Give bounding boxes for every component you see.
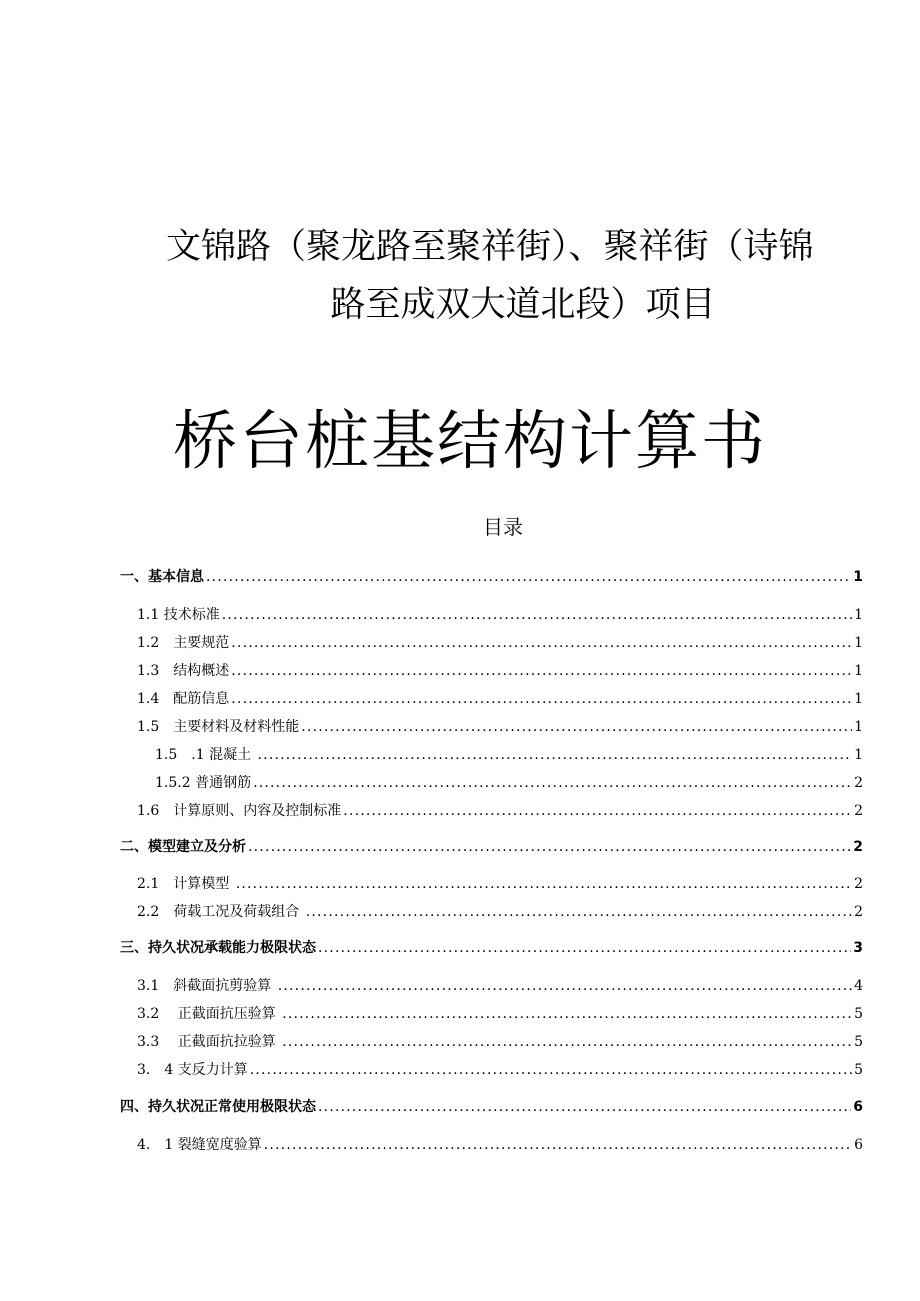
toc-entry-label: 1.6 计算原则、内容及控制标准 xyxy=(137,803,342,819)
toc-entry-page: 2 xyxy=(854,876,863,892)
toc-entry-label: 2.2 荷载工况及荷载组合 xyxy=(137,904,304,920)
toc-entry-label: 1.5.2 普通钢筋 xyxy=(155,775,252,791)
toc-entry[interactable] xyxy=(137,1059,863,1081)
toc-entry[interactable] xyxy=(137,716,863,738)
toc-dot-leader xyxy=(301,716,852,738)
toc-entry[interactable] xyxy=(155,744,863,766)
toc-entry[interactable] xyxy=(137,873,863,895)
toc-dot-leader xyxy=(236,873,852,895)
project-title xyxy=(150,218,860,334)
toc-entry-page: 1 xyxy=(853,569,863,585)
toc-dot-leader xyxy=(231,632,852,654)
toc-entry-label: 四、持久状况正常使用极限状态 xyxy=(120,1099,316,1115)
toc-entry[interactable] xyxy=(137,901,863,923)
toc-entry[interactable] xyxy=(137,1134,863,1156)
toc-entry[interactable] xyxy=(137,1003,863,1025)
toc-entry-page: 1 xyxy=(854,663,863,679)
toc-entry-label: 1.2 主要规范 xyxy=(137,635,230,651)
toc-entry-label: 一、基本信息 xyxy=(120,569,204,585)
toc-dot-leader xyxy=(231,660,852,682)
toc-dot-leader xyxy=(258,744,853,766)
project-title-line-1: 文锦路（聚龙路至聚祥街）、聚祥街（诗锦 xyxy=(166,227,814,267)
project-title-line-2: 路至成双大道北段）项目 xyxy=(330,285,716,325)
toc-entry-page: 1 xyxy=(854,607,863,623)
toc-dot-leader xyxy=(248,836,851,858)
toc-dot-leader xyxy=(231,688,852,710)
toc-dot-leader xyxy=(264,1134,852,1156)
toc-entry-label: 1.1 技术标准 xyxy=(137,607,220,623)
toc-entry-page: 2 xyxy=(854,803,863,819)
toc-entry-label: 3. 4 支反力计算 xyxy=(137,1062,248,1078)
toc-entry-label: 二、模型建立及分析 xyxy=(120,839,246,855)
toc-dot-leader xyxy=(343,800,852,822)
toc-entry[interactable] xyxy=(120,566,863,588)
toc-dot-leader xyxy=(253,772,852,794)
toc-dot-leader xyxy=(222,604,852,626)
toc-entry[interactable] xyxy=(155,772,863,794)
toc-dot-leader xyxy=(282,1031,852,1053)
toc-entry-page: 1 xyxy=(854,635,863,651)
toc-entry[interactable] xyxy=(137,688,863,710)
toc-entry-page: 4 xyxy=(854,978,863,994)
toc-entry-page: 2 xyxy=(854,775,863,791)
toc-entry[interactable] xyxy=(120,937,863,959)
toc-entry-page: 5 xyxy=(854,1034,863,1050)
toc-entry[interactable] xyxy=(137,604,863,626)
toc-entry-label: 3.2 正截面抗压验算 xyxy=(137,1006,281,1022)
toc-dot-leader xyxy=(318,937,851,959)
toc-entry-label: 1.5 主要材料及材料性能 xyxy=(137,719,300,735)
toc-dot-leader xyxy=(306,901,852,923)
toc-entry[interactable] xyxy=(137,975,863,997)
toc-entry[interactable] xyxy=(120,836,863,858)
toc-entry-label: 1.3 结构概述 xyxy=(137,663,230,679)
toc-entry-page: 1 xyxy=(854,719,863,735)
toc-dot-leader xyxy=(206,566,851,588)
toc-entry-label: 1.5 .1 混凝土 xyxy=(155,747,256,763)
toc-entry[interactable] xyxy=(120,1096,863,1118)
document-title: 桥台桩基结构计算书 xyxy=(173,405,767,479)
toc-entry-label: 2.1 计算模型 xyxy=(137,876,234,892)
toc-entry-page: 6 xyxy=(853,1099,863,1115)
toc-entry-label: 4. 1 裂缝宽度验算 xyxy=(137,1137,262,1153)
toc-entry-page: 6 xyxy=(854,1137,863,1153)
toc-entry-label: 1.4 配筋信息 xyxy=(137,691,230,707)
toc-entry-page: 5 xyxy=(854,1062,863,1078)
toc-heading: 目录 xyxy=(483,515,523,539)
toc-entry-page: 2 xyxy=(853,839,863,855)
toc-entry[interactable] xyxy=(137,1031,863,1053)
toc-entry[interactable] xyxy=(137,632,863,654)
toc-entry[interactable] xyxy=(137,800,863,822)
toc-entry-label: 3.1 斜截面抗剪验算 xyxy=(137,978,276,994)
toc-entry-page: 3 xyxy=(853,940,863,956)
toc-dot-leader xyxy=(250,1059,852,1081)
toc-entry-page: 5 xyxy=(854,1006,863,1022)
toc-dot-leader xyxy=(318,1096,851,1118)
toc-entry[interactable] xyxy=(137,660,863,682)
toc-dot-leader xyxy=(282,1003,852,1025)
toc-entry-page: 1 xyxy=(854,747,863,763)
toc-entry-page: 1 xyxy=(854,691,863,707)
toc-entry-page: 2 xyxy=(854,904,863,920)
toc-entry-label: 3.3 正截面抗拉验算 xyxy=(137,1034,281,1050)
toc-dot-leader xyxy=(278,975,852,997)
toc-entry-label: 三、持久状况承载能力极限状态 xyxy=(120,940,316,956)
